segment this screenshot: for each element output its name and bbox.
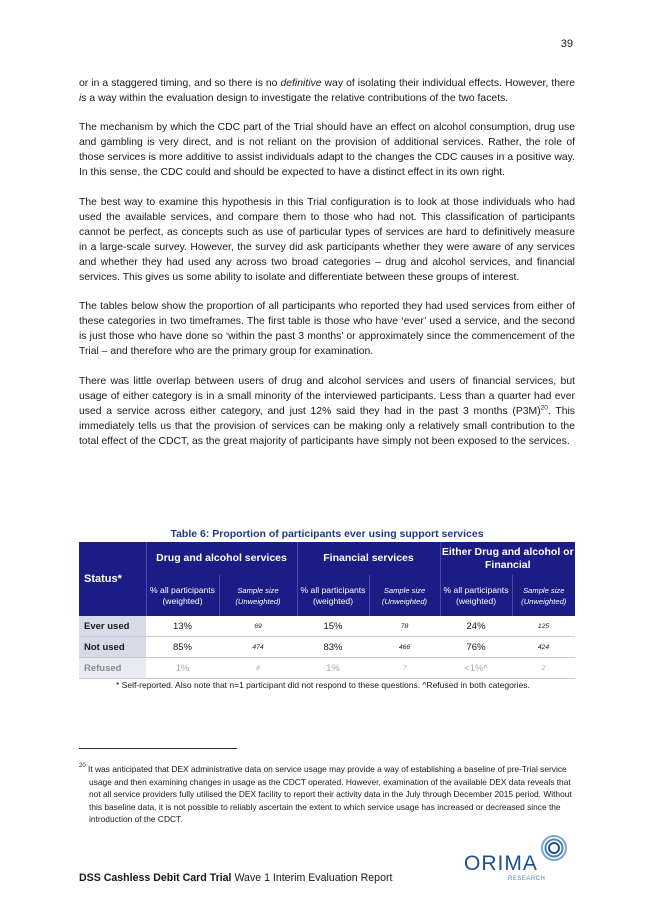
- paragraph-1-emphasis-is: is: [79, 93, 87, 105]
- table-row-refused: [79, 658, 575, 679]
- row-label: Not used: [79, 637, 146, 658]
- orima-logo: [464, 832, 574, 882]
- body-text: [79, 76, 575, 463]
- paragraph-5-text-a: There was little overlap between users of drug and alcohol services and users of financial services, but usage of either category is in a small minority of the interviewed participants. Less than a quarter had ever used a service across either category, and just 12% said they had in the past 3 months (P3M): [79, 375, 575, 417]
- footer-report-subtitle: Wave 1 Interim Evaluation Report: [231, 872, 393, 884]
- table-cell: 78: [369, 616, 440, 637]
- logo-ring-icon: [542, 836, 566, 860]
- paragraph-5-text-b: . This immediately tells us that the provision of services can be making only a relatively small contribution to the total effect of the CDCT, as the great majority of participants have simply not been exposed to the services.: [79, 405, 575, 447]
- footnote: [79, 763, 575, 826]
- subheader-sample: Sample size (Unweighted): [219, 575, 297, 616]
- table-cell: 2: [512, 658, 575, 679]
- row-label: Ever used: [79, 616, 146, 637]
- table-cell: 83%: [297, 637, 369, 658]
- table-cell: 69: [219, 616, 297, 637]
- status-header: Status*: [79, 542, 146, 616]
- table-title: Table 6: Proportion of participants ever using support services: [170, 528, 484, 540]
- paragraph-1: [79, 76, 575, 106]
- services-usage-table: [79, 542, 575, 679]
- subheader-sample: Sample size (Unweighted): [369, 575, 440, 616]
- group-header-drug-alcohol: Drug and alcohol services: [146, 542, 297, 575]
- subheader-pct: % all participants (weighted): [297, 575, 369, 616]
- paragraph-3: The best way to examine this hypothesis in this Trial configuration is to look at those individuals who had used the available services, and compare them to those who had not. This classification of participants cannot be perfect, as concepts such as use of particular types of services are hard to definitively measure in a large-scale survey. However, the survey did ask participants whether they were aware of any services and whether they had used any across two broad categories – drug and alcohol services, and financial services. This gives us some ability to isolate and differentiate between these groups of interest.: [79, 196, 575, 284]
- table-note: * Self-reported. Also note that n=1 participant did not respond to these questions. ^Refused in both categories.: [116, 680, 530, 690]
- paragraph-1-text-c: way of isolating their individual effects. However, there: [321, 78, 575, 89]
- subheader-sample: Sample size (Unweighted): [512, 575, 575, 616]
- paragraph-1-text-a: or in a staggered timing, and so there is no: [79, 78, 281, 89]
- table-cell: 85%: [146, 637, 219, 658]
- subheader-pct: % all participants (weighted): [146, 575, 219, 616]
- logo-wordmark: ORIMA: [464, 852, 538, 875]
- table-cell: 7: [369, 658, 440, 679]
- table-cell: 8: [219, 658, 297, 679]
- paragraph-1-text-e: a way within the evaluation design to investigate the relative contributions of the two facets.: [86, 93, 509, 105]
- table-cell: <1%^: [440, 658, 512, 679]
- table-row-ever-used: [79, 616, 575, 637]
- table-cell: 1%: [146, 658, 219, 679]
- footnote-divider: [79, 748, 237, 749]
- footer: [79, 872, 392, 884]
- table-cell: 474: [219, 637, 297, 658]
- row-label: Refused: [79, 658, 146, 679]
- paragraph-2: The mechanism by which the CDC part of the Trial should have an effect on alcohol consumption, drug use and gambling is very direct, and is not reliant on the provision of additional services. Rather, the role of those services is more additive to assist individuals adapt to the changes the CDC causes in a positive way. In this sense, the CDC could and should be expected to have a distinct effect in its own right.: [79, 122, 575, 179]
- table-cell: 76%: [440, 637, 512, 658]
- subheader-pct: % all participants (weighted): [440, 575, 512, 616]
- page-number: 39: [560, 38, 573, 50]
- paragraph-4: The tables below show the proportion of all participants who reported they had used services from either of these categories in two timeframes. The first table is those who have ‘ever’ used a service, and the second is just those who have done so ‘within the past 3 months’ or approximately since the commencement of the Trial – and therefore who are the primary group for examination.: [79, 301, 575, 358]
- table-cell: 15%: [297, 616, 369, 637]
- paragraph-1-emphasis-definitive: definitive: [280, 78, 322, 89]
- footnote-text: It was anticipated that DEX administrative data on service usage may provide a way of establishing a baseline of pre-Trial service usage and then examining changes in usage as the CDCT operated. However, examination of the available DEX data reveals that not all service providers fully utilised the DEX facility to report their activity data in the July through December 2015 period. Without this baseline data, it is not possible to reliably ascertain the extent to which service usage has increased or decreased since the introduction of the CDCT.: [88, 764, 572, 824]
- table-row-not-used: [79, 637, 575, 658]
- table-cell: 24%: [440, 616, 512, 637]
- footnote-reference[interactable]: 20: [540, 404, 548, 412]
- table-cell: 13%: [146, 616, 219, 637]
- table-cell: 424: [512, 637, 575, 658]
- footnote-number: 20: [79, 763, 86, 769]
- footer-report-name: DSS Cashless Debit Card Trial: [79, 872, 232, 884]
- group-header-either: Either Drug and alcohol or Financial: [440, 542, 575, 575]
- logo-subtext: RESEARCH: [508, 876, 546, 882]
- paragraph-5: [79, 374, 575, 449]
- table-cell: 125: [512, 616, 575, 637]
- group-header-financial: Financial services: [297, 542, 440, 575]
- table-cell: 1%: [297, 658, 369, 679]
- table-cell: 466: [369, 637, 440, 658]
